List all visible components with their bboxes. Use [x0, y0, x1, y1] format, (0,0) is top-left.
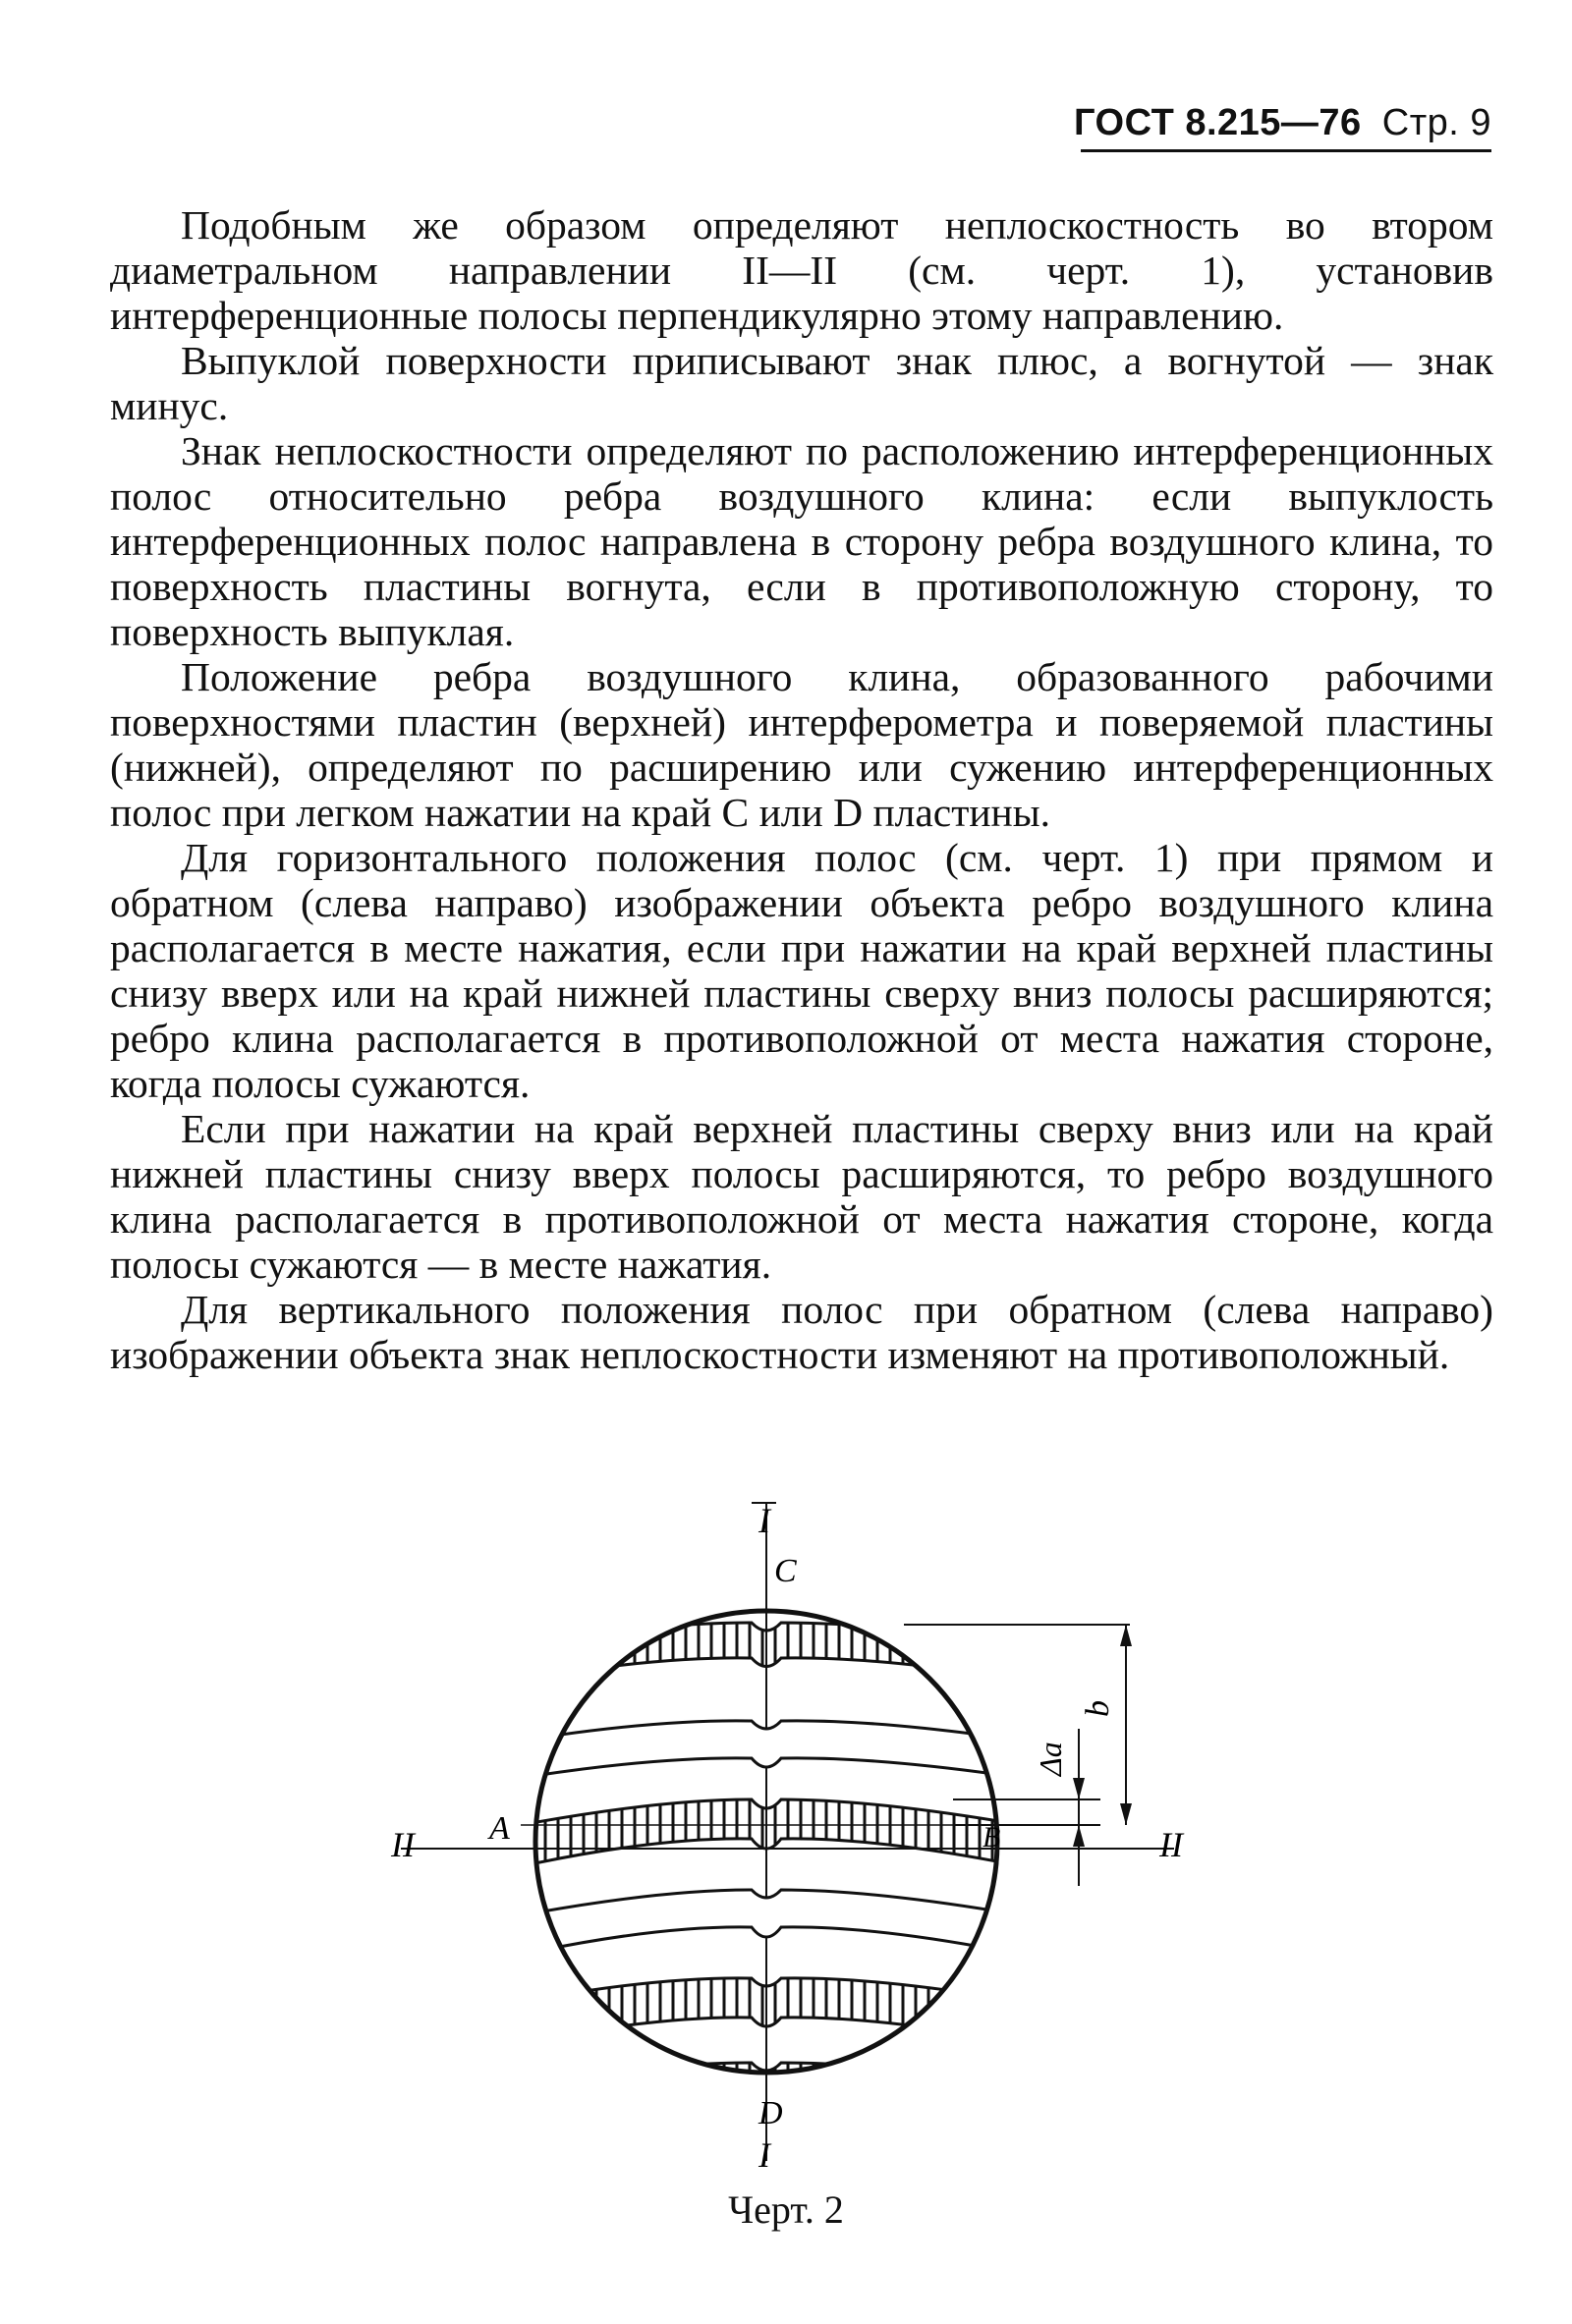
label-b-dimension: b — [1080, 1700, 1116, 1717]
paragraph-4: Положение ребра воздушного клина, образованного рабочими поверхностями пластин (верхней) интерферометра и поверяемой пластины (нижней), определяют по расширению или сужению интерференционных полос при легком нажатии на край C или D пластины. — [110, 654, 1493, 835]
arrow-delta-bottom — [1073, 1825, 1085, 1847]
paragraph-7: Для вертикального положения полос при обратном (слева направо) изображении объекта знак неплоскостности изменяют на противоположный. — [110, 1287, 1493, 1377]
label-b: B — [982, 1821, 1001, 1854]
page-header — [1074, 102, 1491, 144]
fringe-band — [521, 1721, 1022, 1778]
label-a: A — [489, 1810, 510, 1847]
body-text — [110, 202, 1493, 1377]
fringe-band — [521, 1623, 1022, 1680]
arrow-b-bottom — [1120, 1803, 1132, 1825]
paragraph-6: Если при нажатии на край верхней пластины сверху вниз или на край нижней пластины снизу вверх полосы расширяются, то ребро воздушного клина располагается в противоположной от места нажатия стороне, когда полосы сужаются — в месте нажатия. — [110, 1106, 1493, 1287]
label-c: C — [774, 1553, 797, 1589]
paragraph-3: Знак неплоскостности определяют по расположению интерференционных полос относительно ребра воздушного клина: если выпуклость интерференционных полос направлена в сторону ребра воздушного клина, то поверхность пластины вогнута, если в противоположную сторону, то поверхность выпуклая. — [110, 428, 1493, 654]
label-axis-ii-right: II — [1159, 1825, 1183, 1864]
arrow-b-top — [1120, 1625, 1132, 1646]
fringe-band — [521, 1799, 1022, 1866]
label-axis-i-bottom: I — [758, 2135, 770, 2175]
page-number: Стр. 9 — [1381, 102, 1491, 143]
fringe-band — [521, 1890, 1022, 1955]
label-axis-ii-left: II — [391, 1825, 415, 1864]
figure-caption: Черт. 2 — [728, 2187, 844, 2232]
arrow-delta-top — [1073, 1778, 1085, 1799]
header-rule — [1081, 149, 1491, 152]
label-delta-a: Δa — [1033, 1742, 1068, 1776]
fringe-group — [521, 1553, 1022, 2122]
label-d: D — [758, 2095, 783, 2131]
paragraph-1: Подобным же образом определяют неплоскостность во втором диаметральном направлении II—II (см. черт. 1), установив интерференционные полосы перпендикулярно этому направлению. — [110, 202, 1493, 338]
label-axis-i-top: I — [758, 1501, 770, 1540]
interference-diagram — [373, 1493, 1258, 2181]
paragraph-5: Для горизонтального положения полос (см. черт. 1) при прямом и обратном (слева направо) изображении объекта ребро воздушного клина располагается в месте нажатия, если при нажатии на край верхней пластины снизу вверх или на край нижней пластины сверху вниз полосы расширяются; ребро клина располагается в противоположной от места нажатия стороне, когда полосы сужаются. — [110, 835, 1493, 1106]
fringe-band — [521, 1553, 1022, 1596]
standard-number: ГОСТ 8.215—76 — [1073, 102, 1362, 143]
paragraph-2: Выпуклой поверхности приписывают знак плюс, а вогнутой — знак минус. — [110, 338, 1493, 428]
